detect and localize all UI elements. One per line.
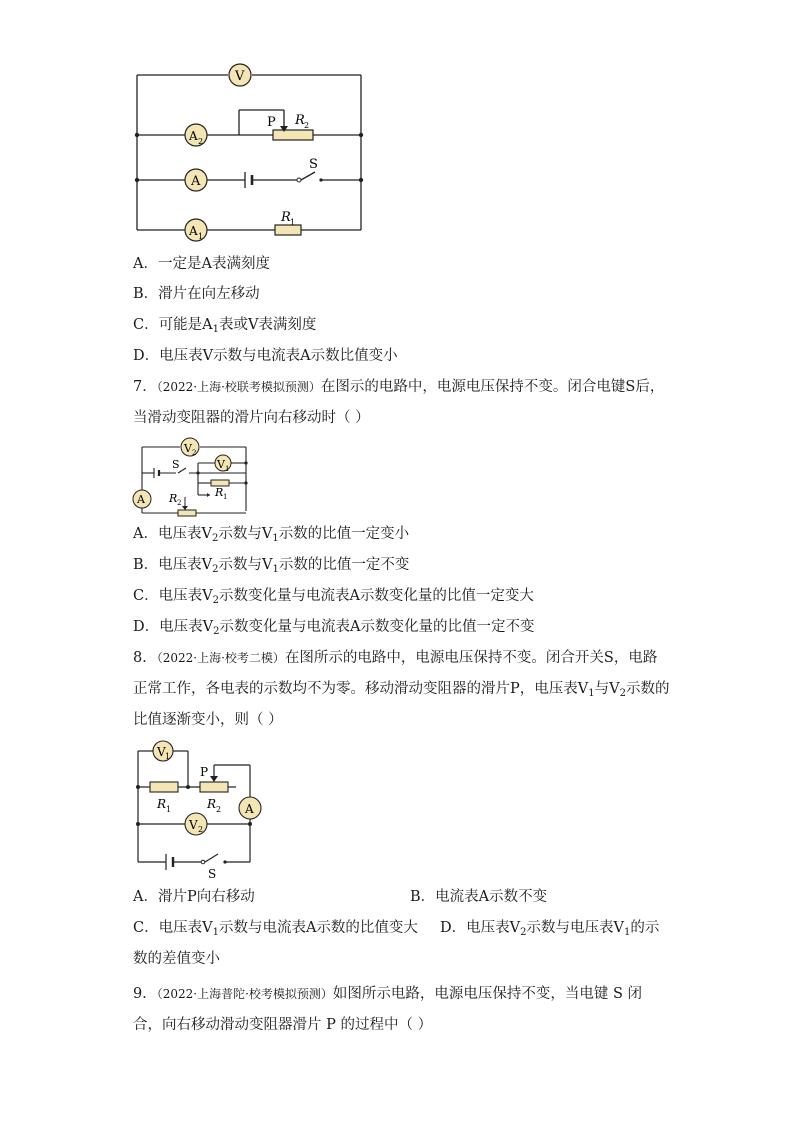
circuit-diagram-q7 (128, 433, 258, 519)
q7-meter-v2-sub: 2 (192, 449, 197, 457)
q7-option-a[interactable] (133, 524, 409, 544)
q7-meter-a-label: A (137, 493, 145, 506)
q8-stem-line1 (133, 648, 657, 668)
q8-option-a[interactable]: A．滑片P向右移动 (133, 889, 255, 905)
q8-meter-a-label: A (245, 802, 254, 816)
q8-option-d-mid: 示数与电压表V (526, 920, 624, 936)
r1-label: R (281, 210, 291, 225)
q7-r1-sub: 1 (223, 493, 228, 501)
q7-switch-s-label: S (172, 458, 180, 471)
q8-meter-v2-sub: 2 (198, 825, 204, 834)
q7-option-b-post: 示数的比值一定不变 (278, 557, 410, 573)
q8-option-b[interactable]: B．电流表A示数不变 (410, 889, 548, 905)
q7-option-d-pre: D．电压表V (133, 619, 214, 635)
q7-stem-line1 (133, 377, 664, 397)
q7-number: 7． (133, 379, 157, 395)
q8-slider-p-label: P (200, 765, 209, 779)
q9-stem-text1: 如图所示电路，电源电压保持不变，当电键 S 闭 (332, 986, 643, 1002)
q7-option-b-pre: B．电压表V (133, 557, 213, 573)
q8-option-d[interactable] (440, 918, 659, 938)
meter-a1-label: A (189, 224, 198, 238)
q6-option-c-sub: 1 (212, 324, 219, 335)
q8-source: （2022·上海·校考二模） (156, 651, 285, 665)
q7-option-c-sub: 2 (212, 595, 219, 606)
r2-label: R (295, 113, 305, 128)
q7-meter-v2-label: V (184, 442, 192, 455)
q7-option-d-sub: 2 (213, 626, 220, 637)
q7-option-d[interactable] (133, 617, 534, 637)
r1-sub: 1 (290, 218, 296, 227)
q6-option-d[interactable]: D．电压表V示数与电流表A示数比值变小 (133, 348, 398, 364)
q8-option-d-pre: D．电压表V (440, 920, 521, 936)
q6-option-a[interactable]: A．一定是A表满刻度 (133, 256, 270, 272)
q7-r2-label: R (169, 492, 178, 505)
q8-stem-mid: 与V (594, 681, 620, 697)
q8-number: 8． (133, 650, 157, 666)
circuit-diagram-q8 (128, 735, 268, 880)
q8-meter-v1-sub: 1 (165, 752, 171, 761)
q8-stem-line2 (133, 679, 669, 699)
q8-switch-s-label: S (208, 867, 217, 880)
q8-option-d-sub2: 1 (623, 927, 631, 938)
q7-option-b-sub1: 2 (212, 564, 219, 575)
q8-stem-sub1: 1 (588, 688, 595, 699)
q8-stem-post: 示数的 (625, 681, 670, 697)
meter-v-label: V (235, 69, 245, 84)
meter-a1-sub: 1 (198, 232, 204, 241)
q7-stem-line2: 当滑动变阻器的滑片向右移动时（ ） (133, 410, 370, 426)
q6-option-c-pre: C．可能是A (133, 317, 213, 333)
q7-option-a-sub2: 1 (272, 533, 279, 544)
q7-option-a-post: 示数的比值一定变小 (278, 526, 410, 542)
q8-stem-text1: 在图所示的电路中，电源电压保持不变。闭合开关S，电路 (284, 650, 658, 666)
meter-a2-label: A (189, 129, 198, 143)
q8-stem-line3: 比值逐渐变小，则（ ） (133, 712, 283, 728)
r2-sub: 2 (304, 121, 310, 130)
q7-meter-v1-sub: 1 (225, 465, 230, 473)
q7-option-a-pre: A．电压表V (133, 526, 212, 542)
meter-a2-sub: 2 (198, 137, 204, 146)
q8-option-c-post: 示数与电流表A示数的比值变大 (218, 920, 418, 936)
q8-meter-v1-label: V (157, 745, 166, 759)
q8-option-d-sub1: 2 (520, 927, 527, 938)
q7-option-a-sub1: 2 (211, 533, 219, 544)
q9-source: （2022·上海普陀·校考模拟预测） (156, 987, 333, 1001)
q6-option-c[interactable] (133, 315, 316, 335)
q7-option-a-mid: 示数与V (218, 526, 273, 542)
q8-r2-sub: 2 (216, 805, 222, 814)
q7-source: （2022·上海·校联考模拟预测） (156, 380, 321, 394)
q7-option-c-post: 示数变化量与电流表A示数变化量的比值一定变大 (218, 588, 534, 604)
q6-option-c-post: 表或V表满刻度 (218, 317, 317, 333)
switch-s-label: S (309, 157, 318, 172)
q7-option-b[interactable] (133, 555, 409, 575)
q9-stem-line2: 合，向右移动滑动变阻器滑片 P 的过程中（ ） (133, 1017, 433, 1033)
q7-option-c[interactable] (133, 586, 534, 606)
q8-option-c-pre: C．电压表V (133, 920, 213, 936)
q8-r1-sub: 1 (166, 805, 172, 814)
q8-option-d-continued: 数的差值变小 (133, 951, 220, 967)
q8-option-c[interactable] (133, 918, 418, 938)
q8-stem-sub2: 2 (619, 688, 626, 699)
q7-stem-text1: 在图示的电路中，电源电压保持不变。闭合电键S后， (320, 379, 665, 395)
q7-meter-v1-label: V (217, 458, 225, 471)
q7-option-b-mid: 示数与V (218, 557, 273, 573)
q6-option-b[interactable]: B．滑片在向左移动 (133, 286, 260, 302)
circuit-diagram-q6 (125, 58, 375, 243)
q7-option-c-pre: C．电压表V (133, 588, 213, 604)
q8-meter-v2-label: V (189, 818, 198, 832)
q8-option-d-post: 的示 (630, 920, 660, 936)
q8-option-c-sub: 1 (212, 927, 219, 938)
q7-option-d-post: 示数变化量与电流表A示数变化量的比值一定不变 (219, 619, 535, 635)
q7-option-b-sub2: 1 (272, 564, 279, 575)
q9-number: 9． (133, 986, 157, 1002)
q8-r1-label: R (157, 797, 167, 811)
meter-a-label: A (191, 174, 201, 189)
q9-stem-line1 (133, 984, 642, 1004)
q7-r1-label: R (215, 486, 224, 499)
slider-p-label: P (267, 115, 276, 130)
q8-stem-text2: 正常工作，各电表的示数均不为零。移动滑动变阻器的滑片P，电压表V (133, 681, 589, 697)
q8-r2-label: R (207, 797, 217, 811)
q7-r2-sub: 2 (177, 499, 182, 507)
